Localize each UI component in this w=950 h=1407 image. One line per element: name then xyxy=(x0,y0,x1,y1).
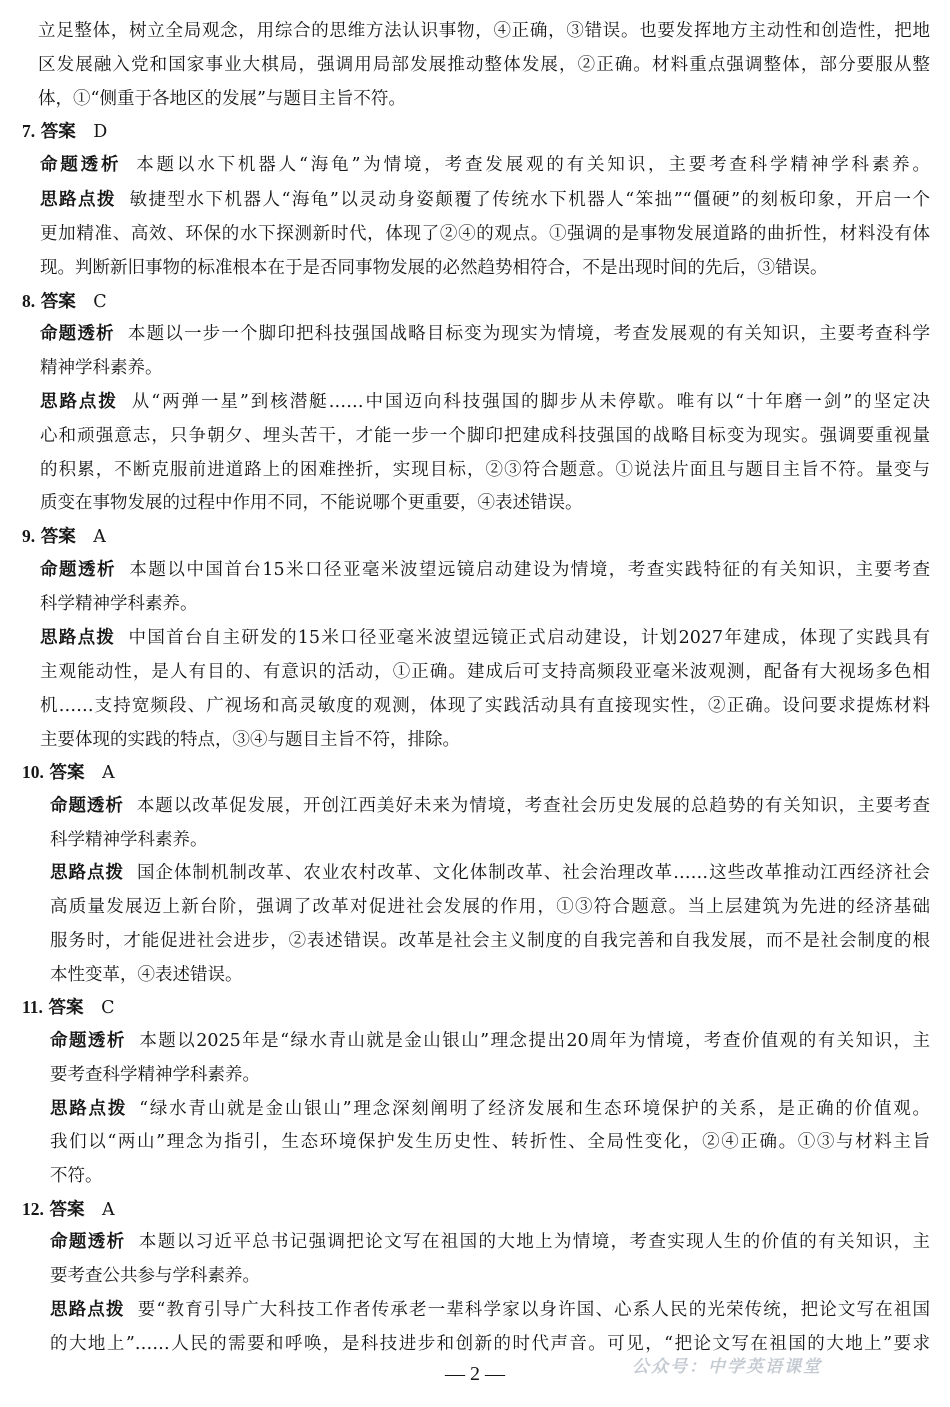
hint-line xyxy=(40,189,930,211)
analysis-label: 命题透析 xyxy=(40,324,115,344)
question-number: 11. xyxy=(22,997,43,1017)
analysis-line xyxy=(40,559,930,581)
hint-label: 思路点拨 xyxy=(50,1099,128,1119)
analysis-label: 命题透析 xyxy=(40,560,116,580)
hint-label: 思路点拨 xyxy=(40,628,116,648)
answer-label: 答案 xyxy=(49,1200,85,1220)
text-line: 区发展融入党和国家事业大棋局，强调用局部发展推动整体发展，②正确。材料重点强调整体，部分要服从整 xyxy=(38,55,930,75)
hint-line xyxy=(40,627,930,649)
hint-text: 主观能动性，是人有目的、有意识的活动，①正确。建成后可支持高频段亚毫米波观测，配备有大视场多色相 xyxy=(40,662,930,682)
answer-choice: C xyxy=(93,292,107,312)
analysis-text: 本题以改革促发展，开创江西美好未来为情境，考查社会历史发展的总趋势的有关知识，主要考查 xyxy=(135,796,930,816)
answer-label: 答案 xyxy=(49,763,85,783)
hint-label: 思路点拨 xyxy=(40,190,116,210)
hint-line xyxy=(50,862,930,884)
hint-text: 的积累，不断克服前进道路上的困难挫折，实现目标，②③符合题意。①说法片面且与题目主旨不符。量变与 xyxy=(40,460,930,480)
hint-label: 思路点拨 xyxy=(50,1300,125,1320)
hint-text: 更加精准、高效、环保的水下探测新时代，体现了②④的观点。①强调的是事物发展道路的曲折性，材料没有体 xyxy=(40,224,930,244)
hint-label: 思路点拨 xyxy=(50,863,124,883)
analysis-text: 本题以水下机器人“海龟”为情境，考查发展观的有关知识，主要考查科学精神学科素养。 xyxy=(133,155,931,175)
answer-line xyxy=(22,996,114,1019)
analysis-text: 科学精神学科素养。 xyxy=(50,830,208,850)
watermark: 公众号：中学英语课堂 xyxy=(632,1357,822,1377)
hint-text: 国企体制机制改革、农业农村改革、文化体制改革、社会治理改革……这些改革推动江西经济社会 xyxy=(135,863,931,883)
analysis-label: 命题透析 xyxy=(50,1031,126,1051)
hint-line xyxy=(50,1299,930,1321)
answer-choice: C xyxy=(101,998,115,1018)
analysis-text: 要考查公共参与学科素养。 xyxy=(50,1266,260,1286)
hint-text: 机……支持宽频段、广视场和高灵敏度的观测，体现了实践活动具有直接现实性，②正确。设问要求提炼材料 xyxy=(40,696,930,716)
hint-text: “绿水青山就是金山银山”理念深刻阐明了经济发展和生态环境保护的关系，是正确的价值观。 xyxy=(139,1099,931,1119)
question-number: 9. xyxy=(22,526,36,546)
question-number: 12. xyxy=(22,1199,44,1219)
question-number: 10. xyxy=(22,762,44,782)
hint-text: 要“教育引导广大科技工作者传承老一辈科学家以身许国、心系人民的光荣传统，把论文写在祖国 xyxy=(136,1300,930,1320)
page-number: — 2 — xyxy=(445,1363,505,1385)
answer-line xyxy=(22,761,115,784)
answer-choice: D xyxy=(93,122,108,142)
hint-text: 从“两弹一星”到核潜艇……中国迈向科技强国的脚步从未停歇。唯有以“十年磨一剑”的坚定决 xyxy=(129,392,930,412)
answer-line xyxy=(22,1198,115,1221)
hint-text: 不符。 xyxy=(50,1166,103,1186)
hint-text: 的大地上”……人民的需要和呼唤，是科技进步和创新的时代声音。可见，“把论文写在祖国的大地上”要求 xyxy=(50,1334,930,1354)
hint-line xyxy=(40,391,930,413)
analysis-text: 精神学科素养。 xyxy=(40,358,163,378)
analysis-line xyxy=(50,795,930,817)
answer-label: 答案 xyxy=(48,998,84,1018)
answer-line xyxy=(22,525,106,548)
hint-text: 高质量发展迈上新台阶，强调了改革对促进社会发展的作用，①③符合题意。当上层建筑为先进的经济基础 xyxy=(50,897,930,917)
text-line: 立足整体，树立全局观念，用综合的思维方法认识事物，④正确，③错误。也要发挥地方主动性和创造性，把地 xyxy=(38,21,930,41)
analysis-text: 本题以2025年是“绿水青山就是金山银山”理念提出20周年为情境，考查价值观的有关知识，主 xyxy=(137,1031,931,1051)
analysis-text: 本题以中国首台15米口径亚毫米波望远镜启动建设为情境，考查实践特征的有关知识，主要考查 xyxy=(127,560,931,580)
analysis-text: 要考查科学精神学科素养。 xyxy=(50,1065,260,1085)
hint-text: 服务时，才能促进社会进步，②表述错误。改革是社会主义制度的自我完善和自我发展，而不是社会制度的根 xyxy=(50,931,930,951)
hint-text: 现。判断新旧事物的标准根本在于是否同事物发展的必然趋势相符合，不是出现时间的先后，③错误。 xyxy=(40,258,828,278)
answer-choice: A xyxy=(93,527,106,547)
answer-choice: A xyxy=(102,763,115,783)
analysis-line xyxy=(50,1231,930,1253)
hint-line xyxy=(50,1098,930,1120)
hint-text: 敏捷型水下机器人“海龟”以灵动身姿颠覆了传统水下机器人“笨拙”“僵硬”的刻板印象，开启一个 xyxy=(127,190,930,210)
answer-label: 答案 xyxy=(40,122,76,142)
answer-label: 答案 xyxy=(40,527,76,547)
answer-line xyxy=(22,290,107,313)
question-number: 7. xyxy=(22,121,36,141)
text-line: 体，①“侧重于各地区的发展”与题目主旨不符。 xyxy=(38,89,406,109)
answer-choice: A xyxy=(102,1200,115,1220)
analysis-line xyxy=(40,154,930,176)
analysis-label: 命题透析 xyxy=(50,796,124,816)
hint-text: 中国首台自主研发的15米口径亚毫米波望远镜正式启动建设，计划2027年建成，体现了实践具有 xyxy=(127,628,930,648)
analysis-text: 本题以一步一个脚印把科技强国战略目标变为现实为情境，考查发展观的有关知识，主要考查科学 xyxy=(126,324,931,344)
answer-label: 答案 xyxy=(40,292,76,312)
analysis-label: 命题透析 xyxy=(50,1232,126,1252)
analysis-label: 命题透析 xyxy=(40,155,122,175)
hint-text: 本性变革，④表述错误。 xyxy=(50,965,243,985)
hint-text: 质变在事物发展的过程中作用不同，不能说哪个更重要，④表述错误。 xyxy=(40,493,583,513)
analysis-text: 本题以习近平总书记强调把论文写在祖国的大地上为情境，考查实现人生的价值的有关知识，主 xyxy=(137,1232,931,1252)
hint-text: 心和顽强意志，只争朝夕、埋头苦干，才能一步一个脚印把建成科技强国的战略目标变为现实。强调要重视量 xyxy=(40,426,930,446)
hint-label: 思路点拨 xyxy=(40,392,118,412)
answer-line xyxy=(22,120,107,143)
hint-text: 主要体现的实践的特点，③④与题目主旨不符，排除。 xyxy=(40,730,460,750)
hint-text: 我们以“两山”理念为指引，生态环境保护发生历史性、转折性、全局性变化，②④正确。①③与材料主旨 xyxy=(50,1132,930,1152)
analysis-line xyxy=(50,1030,930,1052)
question-number: 8. xyxy=(22,291,36,311)
analysis-text: 科学精神学科素养。 xyxy=(40,594,198,614)
analysis-line xyxy=(40,323,930,345)
